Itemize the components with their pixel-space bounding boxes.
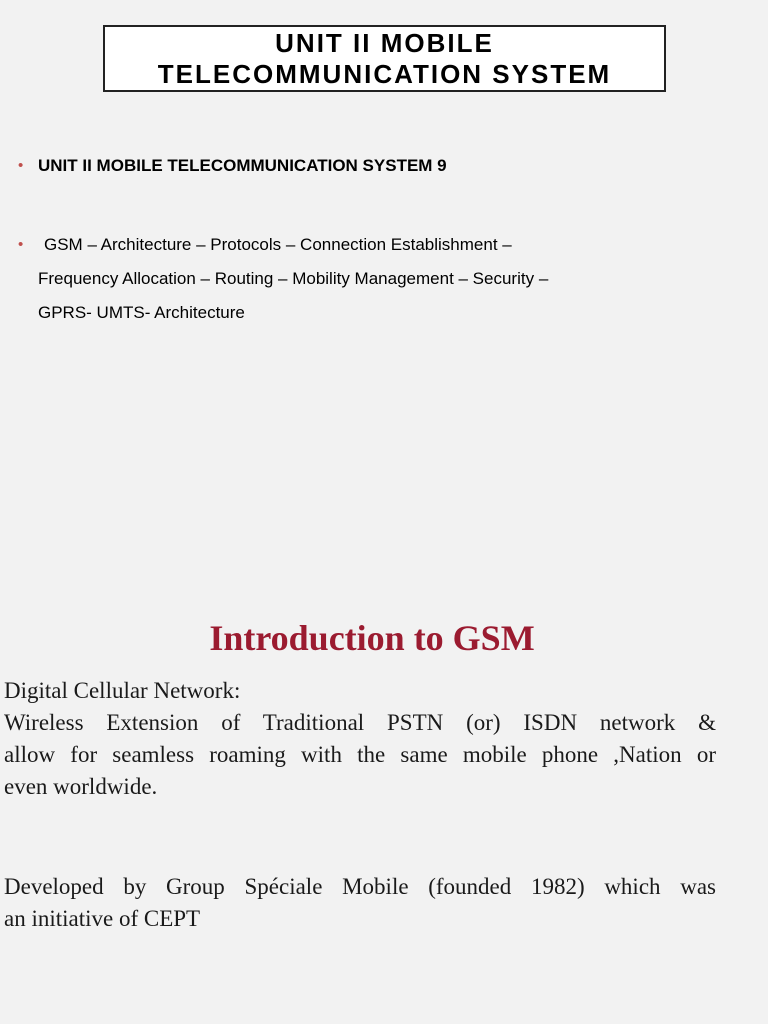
paragraph-line: an initiative of CEPT bbox=[4, 906, 201, 931]
syllabus-line: GSM – Architecture – Protocols – Connection Establishment – bbox=[44, 235, 512, 254]
bullet-unit-heading-text: UNIT II MOBILE TELECOMMUNICATION SYSTEM 9 bbox=[38, 156, 447, 175]
title-line-1: UNIT II MOBILE bbox=[275, 27, 494, 58]
bullet-dot-icon: • bbox=[18, 157, 24, 174]
paragraph-line: allow for seamless roaming with the same mobile phone ,Nation or bbox=[4, 742, 716, 767]
bullet-syllabus-topics bbox=[18, 228, 548, 330]
title-line-2: TELECOMMUNICATION SYSTEM bbox=[157, 58, 612, 89]
slide-heading: Introduction to GSM bbox=[209, 618, 535, 658]
slide-title-box bbox=[103, 25, 666, 92]
paragraph-line: Developed by Group Spéciale Mobile (founded 1982) which was bbox=[4, 874, 716, 899]
syllabus-line: GPRS- UMTS- Architecture bbox=[38, 303, 245, 322]
bullet-dot-icon: • bbox=[18, 236, 24, 253]
slide-introduction-gsm bbox=[0, 560, 768, 1024]
syllabus-line: Frequency Allocation – Routing – Mobility Management – Security – bbox=[38, 269, 549, 288]
intro-paragraph bbox=[4, 675, 716, 803]
developed-paragraph bbox=[4, 871, 716, 935]
paragraph-line: even worldwide. bbox=[4, 774, 158, 799]
paragraph-line: Wireless Extension of Traditional PSTN (or) ISDN network & bbox=[4, 710, 716, 735]
bullet-unit-heading bbox=[18, 149, 447, 183]
paragraph-line: Digital Cellular Network: bbox=[4, 678, 241, 703]
